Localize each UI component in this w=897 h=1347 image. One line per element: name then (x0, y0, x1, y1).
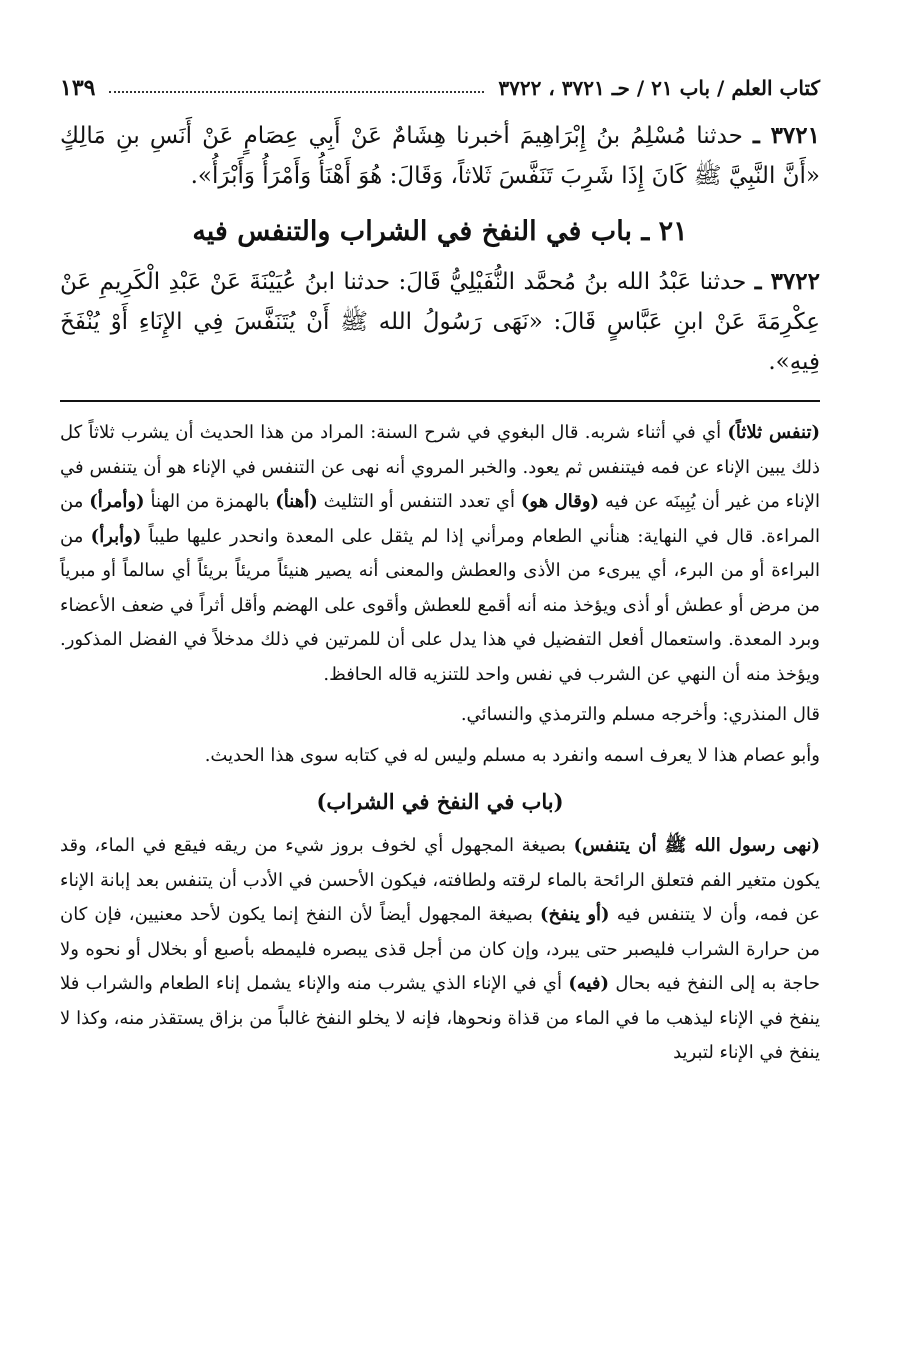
footnote-divider (60, 400, 820, 402)
commentary-paragraph: قال المنذري: وأخرجه مسلم والترمذي والنسائي. (460, 704, 820, 725)
page-number: ١٣٩ (60, 75, 96, 101)
hadith-3721 (60, 116, 820, 196)
commentary-text: بصيغة المجهول أيضاً لأن النفخ إنما يكون لأحد معنيين، فإن كان من حرارة الشراب فليصبر حتى يبرد، وإن كان من أجل قذى يبصره فليمطه بأصبع أو بخلال أو نحوه ولا حاجة به إلى النفخ فيه بحال (60, 904, 821, 994)
commentary-term: (تنفس ثلاثاً) (727, 422, 820, 443)
hadith-number: ٣٧٢١ ـ (753, 122, 820, 149)
commentary-text: من البراءة أو من البرء، أي يبرىء من الأذى والعطش والمعنى أنه يصير هنيئاً مريئاً بريئاً أي سالماً أو مبرياً من مرض أو عطش أو أذى ويؤخذ منه أنه أقمع للعطش وأقوى على الهضم وأقل أثراً في ضعف الأعضاء وبرد المعدة. واستعمال أفعل التفضيل في هذا يدل على أن للمرتين في ذلك مدخلاً في الفضل المذكور. ويؤخذ منه أن النهي عن الشرب في نفس واحد للتنزيه قاله الحافظ. (60, 525, 821, 685)
commentary-term: (وقال هو) (520, 491, 600, 512)
hadith-3722 (60, 262, 820, 382)
commentary-text: من المراءة. قال في النهاية: هنأني الطعام ومرأني إذا لم يثقل على المعدة وانحدر عليها طيباً (60, 491, 820, 547)
commentary-paragraph (60, 829, 820, 1071)
commentary-text: بصيغة المجهول أي لخوف بروز شيء من ريقه فيقع في الماء، وقد يكون متغير الفم فتعلق الرائحة بالماء لرقته ولطافته، فيكون الأحسن في الأدب أن يتنفس بعد إبانة الإناء عن فمه، وأن لا يتنفس فيه (60, 835, 820, 925)
running-header (60, 70, 820, 106)
commentary-text: أي تعدد التنفس أو التثليث (323, 491, 515, 512)
hadith-number: ٣٧٢٢ ـ (754, 268, 820, 295)
commentary-text: أي في الإناء الذي يشرب منه والإناء يشمل إناء الطعام والشراب فلا ينفخ في الإناء ليذهب ما في الماء من قذاة ونحوها، فإنه لا يخلو النفخ غالباً من بزاق يستقذر منه، وكذا لا ينفخ في الإناء لتبريد (60, 973, 820, 1063)
hadith-text: حدثنا عَبْدُ الله بنُ مُحمَّد النُّفَيْلِيُّ قَالَ: حدثنا ابنُ عُيَيْنَةَ عَنْ عَبْدِ الْكَرِيمِ عَنْ عِكْرِمَةَ عَنْ ابنِ عَبَّاسٍ قَالَ: «نَهَى رَسُولُ الله ﷺ أَنْ يُتَنَفَّسَ فِي الإِنَاءِ أَوْ يُنْفَخَ فِيهِ». (60, 269, 820, 375)
commentary-term: (أو ينفخ) (540, 904, 610, 925)
commentary-term: (فيه) (568, 973, 610, 994)
commentary-term: (نهى رسول الله ﷺ أن يتنفس) (573, 835, 821, 856)
leader-dots (109, 91, 484, 93)
commentary (60, 416, 820, 1071)
commentary-text: بالهمزة من الهنأ (150, 491, 270, 512)
chapter-title: ٢١ ـ باب في النفخ في الشراب والتنفس فيه (192, 216, 688, 247)
commentary-term: (أهنأ) (275, 491, 318, 512)
commentary-paragraph: وأبو عصام هذا لا يعرف اسمه وانفرد به مسلم وليس له في كتابه سوى هذا الحديث. (204, 744, 820, 766)
commentary-term: (وأبرأ) (90, 525, 142, 547)
commentary-subtitle: (باب في النفخ في الشراب) (316, 789, 564, 814)
commentary-term: (وأمرأ) (89, 491, 145, 512)
commentary-paragraph (60, 416, 820, 692)
hadith-text: حدثنا مُسْلِمُ بنُ إِبْرَاهِيمَ أخبرنا هِشَامٌ عَنْ أَبِي عِصَامٍ عَنْ أَنَسِ بنِ مَالِكٍ «أَنَّ النَّبِيَّ ﷺ كَانَ إِذَا شَرِبَ تَنَفَّسَ ثَلاثاً، وَقَالَ: هُوَ أَهْنَأُ وَأَمْرَأُ وَأَبْرَأُ». (60, 123, 820, 189)
page (60, 70, 820, 1071)
running-title: كتاب العلم / باب ٢١ / حـ ٣٧٢١ ، ٣٧٢٢ (498, 76, 820, 100)
commentary-text: أي في أثناء شربه. قال البغوي في شرح السنة: المراد من هذا الحديث أن يشرب ثلاثاً كل ذلك يبين الإناء عن فمه فيتنفس ثم يعود. والخبر المروي أنه نهى عن التنفس في الإناء هو أن يتنفس في الإناء من غير أن يُبِينَه عن فيه (60, 422, 820, 512)
